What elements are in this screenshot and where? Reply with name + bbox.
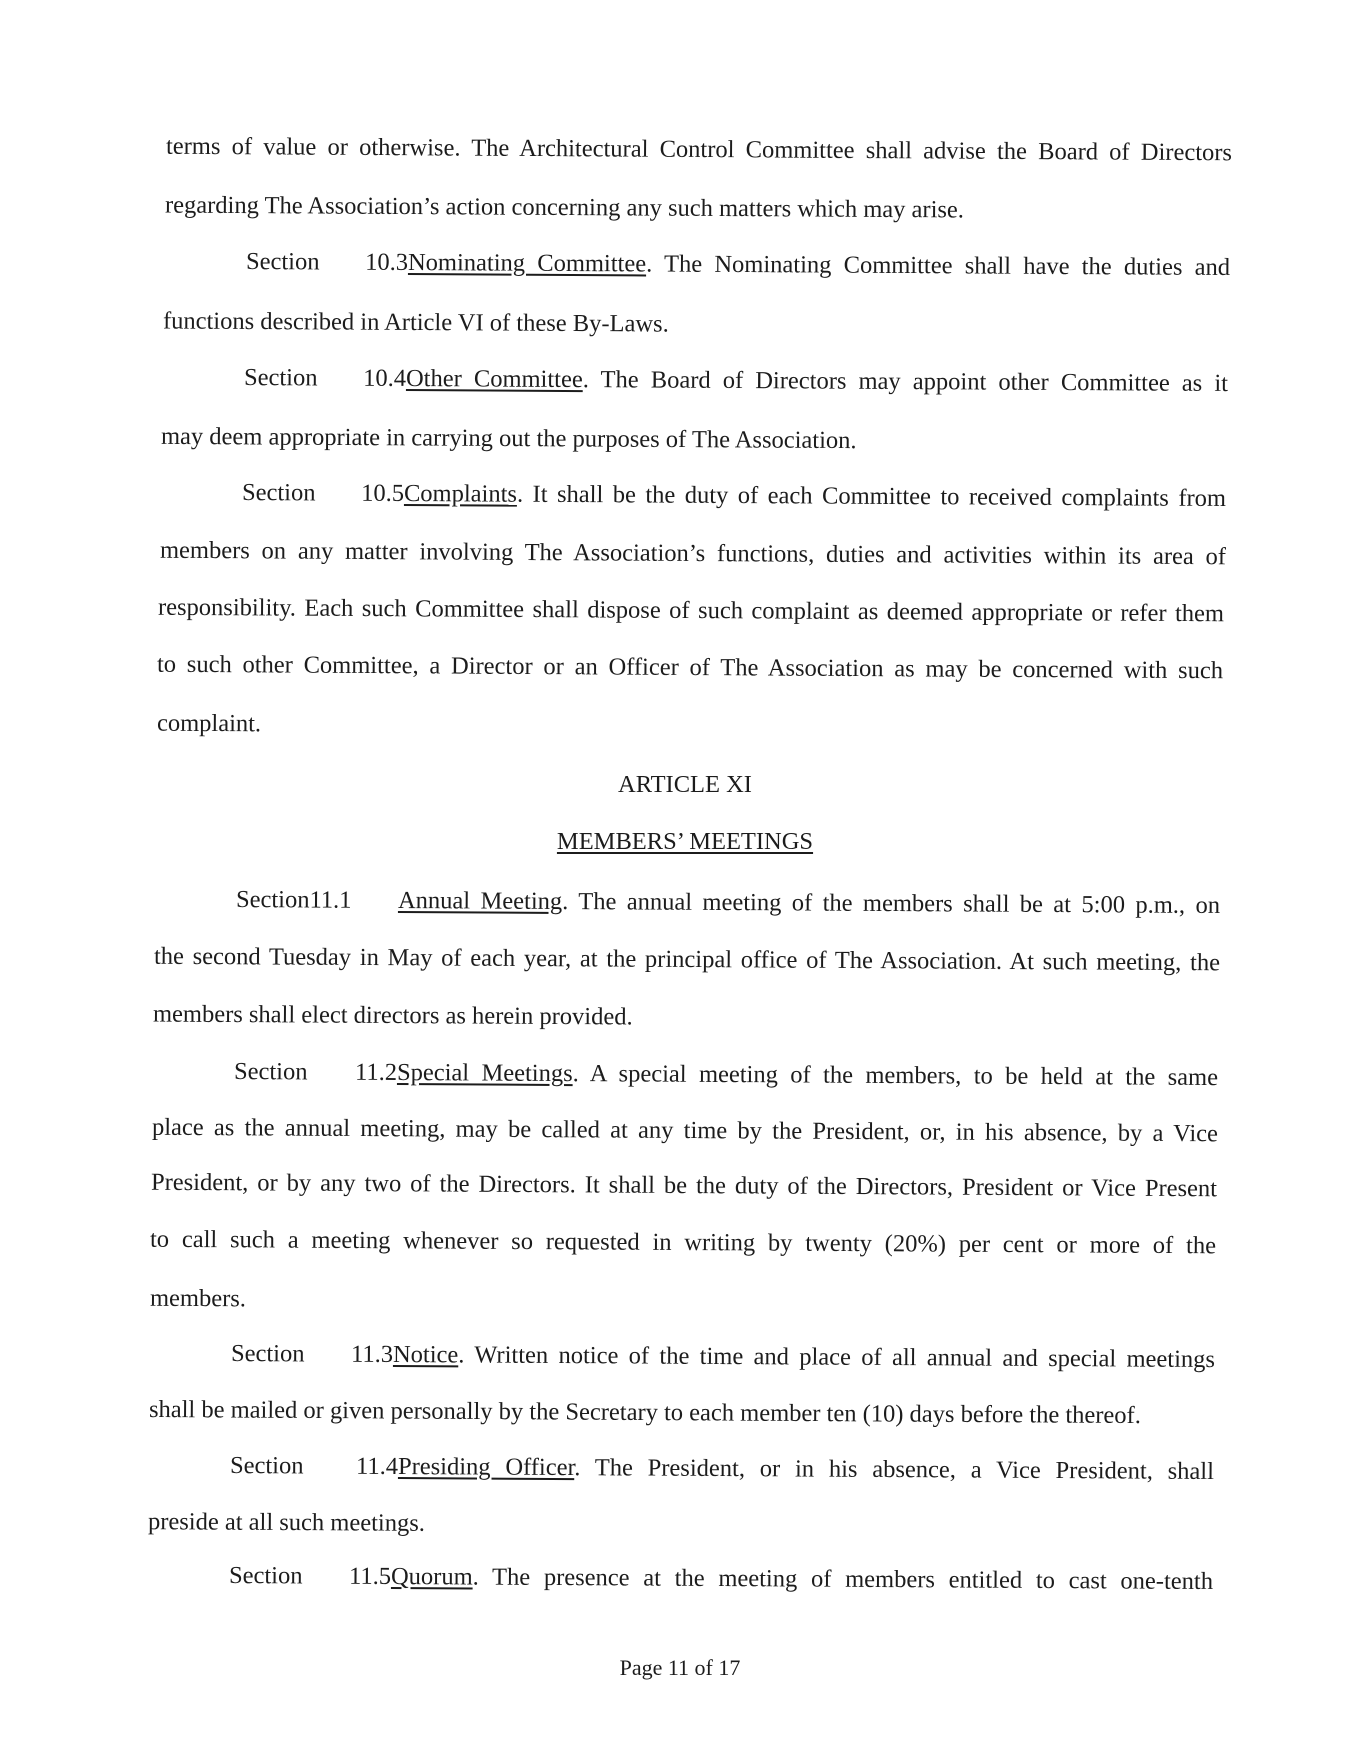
page-number: Page 11 of 17 (619, 1655, 741, 1680)
section-heading: Notice (392, 1340, 459, 1369)
para-line: place as the annual meeting, may be called at any time by the President, or, in his absence, by a Vice (151, 1113, 1219, 1148)
para-line: may deem appropriate in carrying out the purposes of The Association. (160, 422, 857, 455)
para-line: complaint. (156, 709, 262, 738)
para-line: functions described in Article VI of these By-Laws. (162, 307, 669, 338)
para-line: regarding The Association’s action concerning any such matters which may arise. (164, 191, 965, 224)
section-label: Section11.1 (235, 885, 352, 914)
para-line: members shall elect directors as herein provided. (152, 1000, 633, 1031)
section-11-5-line (229, 1561, 1213, 1597)
section-label: Section 10.4 (243, 363, 407, 392)
section-text: . The Board of Directors may appoint other Committee as it (582, 366, 1229, 398)
section-11-2-line (234, 1057, 1218, 1093)
section-11-3-line (231, 1339, 1215, 1375)
article-number: ARTICLE XI (618, 771, 752, 798)
section-heading: Complaints (403, 479, 518, 508)
section-text: . The President, or in his absence, a Vice President, shall (574, 1454, 1215, 1486)
section-text: . The annual meeting of the members shall be at 5:00 p.m., on (562, 887, 1221, 920)
para-line: to such other Committee, a Director or an Officer of The Association as may be concerned with such (156, 650, 1224, 685)
section-heading: Annual Meeting (397, 886, 563, 915)
section-heading: Quorum (390, 1562, 473, 1591)
section-label: Section 11.5 (228, 1561, 392, 1590)
para-line: responsibility. Each such Committee shall dispose of such complaint as deemed appropriate or refer them (157, 593, 1225, 628)
section-text: . A special meeting of the members, to be held at the same (572, 1060, 1219, 1092)
section-text: . The presence at the meeting of members entitled to cast one-tenth (472, 1563, 1214, 1596)
para-line: members on any matter involving The Association’s functions, duties and activities within its area of (159, 536, 1227, 571)
para-line: the second Tuesday in May of each year, at the principal office of The Association. At such meeting, the (153, 942, 1221, 977)
section-label: Section 11.3 (230, 1339, 394, 1368)
section-heading: Nominating Committee (407, 248, 647, 278)
article-title-text: MEMBERS’ MEETINGS (556, 828, 814, 855)
section-label: Section 10.3 (245, 247, 409, 276)
para-line: President, or by any two of the Directors. It shall be the duty of the Directors, President or Vice Present (150, 1168, 1218, 1203)
para-line: shall be mailed or given personally by the Secretary to each member ten (10) days before the thereof. (148, 1395, 1141, 1430)
section-text: . It shall be the duty of each Committee to received complaints from (516, 480, 1227, 513)
section-label: Section 11.2 (233, 1057, 398, 1086)
section-11-4-line (230, 1451, 1214, 1487)
para-line: preside at all such meetings. (147, 1508, 425, 1537)
para-line: members. (149, 1284, 247, 1313)
section-heading: Other Committee (405, 364, 583, 394)
section-text: . The Nominating Committee shall have the duties and (646, 250, 1231, 282)
article-title (450, 827, 920, 857)
section-heading: Presiding Officer (397, 1453, 575, 1482)
section-10-3-line (246, 247, 1230, 283)
section-label: Section 10.5 (241, 478, 405, 507)
section-heading: Special Meetings (396, 1058, 573, 1088)
section-text: . Written notice of the time and place of all annual and special meetings (458, 1341, 1216, 1374)
section-10-5-line (242, 478, 1226, 514)
section-10-4-line (244, 363, 1228, 399)
para-line: terms of value or otherwise. The Architectural Control Committee shall advise the Board of Directors (165, 132, 1233, 167)
para-line: to call such a meeting whenever so requested in writing by twenty (20%) per cent or more of the (149, 1225, 1217, 1260)
section-label: Section 11.4 (229, 1451, 399, 1481)
section-11-1-line (236, 885, 1220, 921)
